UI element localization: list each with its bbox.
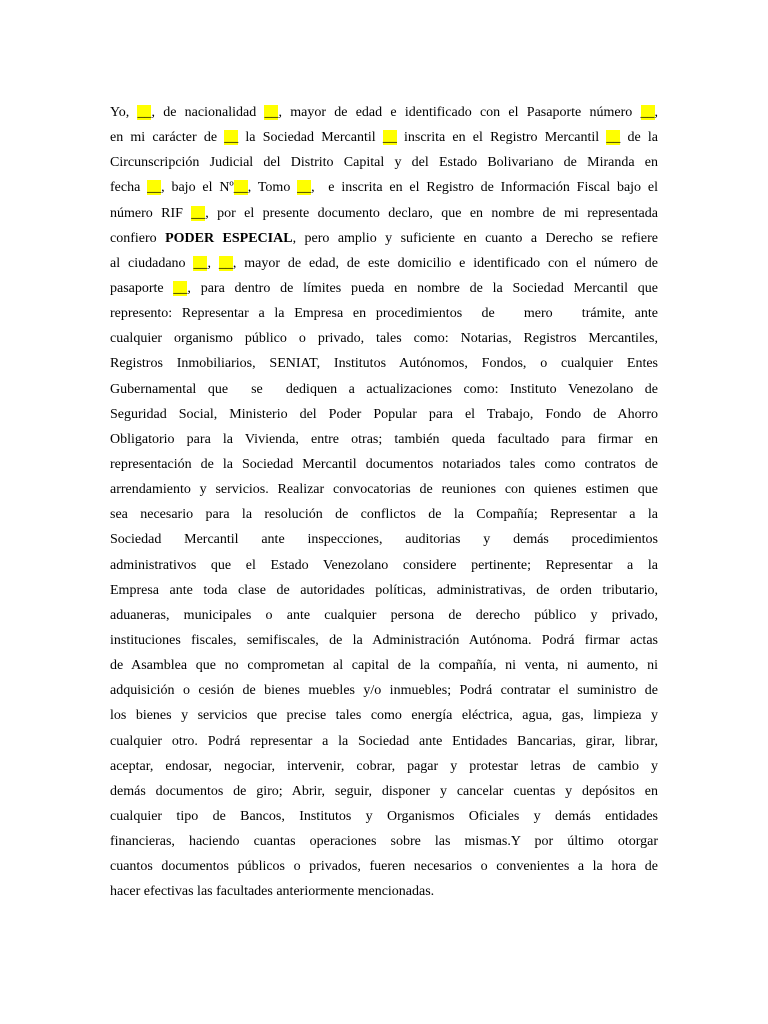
text-line <box>110 603 658 628</box>
text-segment: , bajo el Nº <box>161 180 234 196</box>
text-line <box>110 150 658 175</box>
text-segment: al ciudadano <box>110 255 194 271</box>
text-segment: , mayor de edad, de este domicilio e identificado con el número de <box>232 255 658 271</box>
text-segment: , pero amplio y suficiente en cuanto a Derecho se refiere <box>292 230 658 246</box>
fill-in-blank: __ <box>297 180 312 196</box>
fill-in-blank: __ <box>382 130 397 146</box>
text-segment: , <box>654 105 658 120</box>
text-line <box>110 301 658 326</box>
text-segment: Registros Inmobiliarios, SENIAT, Institutos Autónomos, Fondos, o cualquier Entes <box>110 356 658 372</box>
text-segment: , <box>207 255 219 271</box>
fill-in-blank: __ <box>147 180 162 196</box>
fill-in-blank: __ <box>173 280 188 296</box>
text-segment: financieras, haciendo cuantas operaciones sobre las mismas.Y por último otorgar <box>110 834 658 850</box>
text-segment: Empresa ante toda clase de autoridades políticas, administrativas, de orden tributario, <box>110 582 658 598</box>
text-line <box>110 326 658 351</box>
text-line <box>110 527 658 552</box>
document-page <box>110 100 658 905</box>
text-segment: aduaneras, municipales o ante cualquier persona de derecho público y privado, <box>110 607 658 623</box>
text-line <box>110 402 658 427</box>
text-segment: cualquier otro. Podrá representar a la Sociedad ante Entidades Bancarias, girar, librar, <box>110 733 658 749</box>
text-segment: de Asamblea que no comprometan al capital de la compañía, ni venta, ni aumento, ni <box>110 658 658 674</box>
text-line <box>110 502 658 527</box>
text-line <box>110 829 658 854</box>
text-segment: instituciones fiscales, semifiscales, de la Administración Autónoma. Podrá firmar actas <box>110 632 658 648</box>
poder-especial-paragraph <box>110 100 658 905</box>
text-segment: representación de la Sociedad Mercantil documentos notariados tales como contratos de <box>110 456 658 472</box>
text-segment: , e inscrita en el Registro de Información Fiscal bajo el <box>311 180 658 196</box>
text-line <box>110 276 658 301</box>
text-segment: represento: Representar a la Empresa en procedimientos de mero trámite, ante <box>110 306 658 322</box>
text-segment: , para dentro de límites pueda en nombre de la Sociedad Mercantil que <box>187 280 658 296</box>
text-line <box>110 553 658 578</box>
fill-in-blank: __ <box>191 205 206 221</box>
text-segment: , Tomo <box>247 180 298 196</box>
text-line <box>110 175 658 200</box>
text-segment: de la <box>620 130 658 146</box>
fill-in-blank: __ <box>233 180 248 196</box>
text-segment: inscrita en el Registro Mercantil <box>396 130 607 146</box>
text-line <box>110 201 658 226</box>
text-segment: Sociedad Mercantil ante inspecciones, auditorias y demás procedimientos <box>110 532 658 548</box>
fill-in-blank: __ <box>137 105 152 120</box>
text-segment: demás documentos de giro; Abrir, seguir, disponer y cancelar cuentas y depósitos en <box>110 783 658 799</box>
text-segment: Circunscripción Judicial del Distrito Capital y del Estado Bolivariano de Miranda en <box>110 155 658 171</box>
text-segment: cualquier tipo de Bancos, Institutos y Organismos Oficiales y demás entidades <box>110 808 658 824</box>
fill-in-blank: __ <box>264 105 279 120</box>
text-line <box>110 653 658 678</box>
text-line <box>110 452 658 477</box>
text-segment: Yo, <box>110 105 138 120</box>
bold-term: PODER ESPECIAL <box>165 230 293 246</box>
text-segment: confiero <box>110 230 166 246</box>
text-line <box>110 779 658 804</box>
text-segment: número RIF <box>110 205 192 221</box>
fill-in-blank: __ <box>606 130 621 146</box>
text-line <box>110 100 658 125</box>
text-line <box>110 251 658 276</box>
text-segment: hacer efectivas las facultades anteriormente mencionadas. <box>110 884 435 900</box>
text-segment: los bienes y servicios que precise tales como energía eléctrica, agua, gas, limpieza y <box>110 708 658 724</box>
text-line <box>110 804 658 829</box>
text-segment: la Sociedad Mercantil <box>238 130 383 146</box>
text-segment: Obligatorio para la Vivienda, entre otras; también queda facultado para firmar en <box>110 431 658 447</box>
text-line <box>110 125 658 150</box>
text-segment: arrendamiento y servicios. Realizar convocatorias de reuniones con quienes estimen que <box>110 482 658 498</box>
fill-in-blank: __ <box>640 105 655 120</box>
fill-in-blank: __ <box>193 255 208 271</box>
text-segment: , de nacionalidad <box>151 105 265 120</box>
text-segment: cualquier organismo público o privado, tales como: Notarias, Registros Mercantiles, <box>110 331 658 347</box>
text-line <box>110 226 658 251</box>
text-segment: Gubernamental que se dediquen a actualizaciones como: Instituto Venezolano de <box>110 381 658 397</box>
text-line <box>110 754 658 779</box>
text-segment: , por el presente documento declaro, que en nombre de mi representada <box>205 205 658 221</box>
text-line <box>110 377 658 402</box>
text-segment: administrativos que el Estado Venezolano considere pertinente; Representar a la <box>110 557 658 573</box>
text-line <box>110 729 658 754</box>
text-line <box>110 477 658 502</box>
text-segment: Seguridad Social, Ministerio del Poder Popular para el Trabajo, Fondo de Ahorro <box>110 406 658 422</box>
text-line <box>110 854 658 879</box>
text-line <box>110 628 658 653</box>
fill-in-blank: __ <box>218 255 233 271</box>
text-line <box>110 879 658 904</box>
fill-in-blank: __ <box>224 130 239 146</box>
text-line <box>110 678 658 703</box>
text-segment: , mayor de edad e identificado con el Pasaporte número <box>278 105 641 120</box>
text-line <box>110 351 658 376</box>
text-segment: adquisición o cesión de bienes muebles y/o inmuebles; Podrá contratar el suministro de <box>110 683 658 699</box>
text-line <box>110 703 658 728</box>
text-segment: aceptar, endosar, negociar, intervenir, cobrar, pagar y protestar letras de cambio y <box>110 758 658 774</box>
text-segment: pasaporte <box>110 280 174 296</box>
text-line <box>110 427 658 452</box>
text-segment: en mi carácter de <box>110 130 225 146</box>
text-line <box>110 578 658 603</box>
text-segment: fecha <box>110 180 148 196</box>
text-segment: sea necesario para la resolución de conflictos de la Compañía; Representar a la <box>110 507 658 523</box>
text-segment: cuantos documentos públicos o privados, fueren necesarios o convenientes a la hora de <box>110 859 658 875</box>
